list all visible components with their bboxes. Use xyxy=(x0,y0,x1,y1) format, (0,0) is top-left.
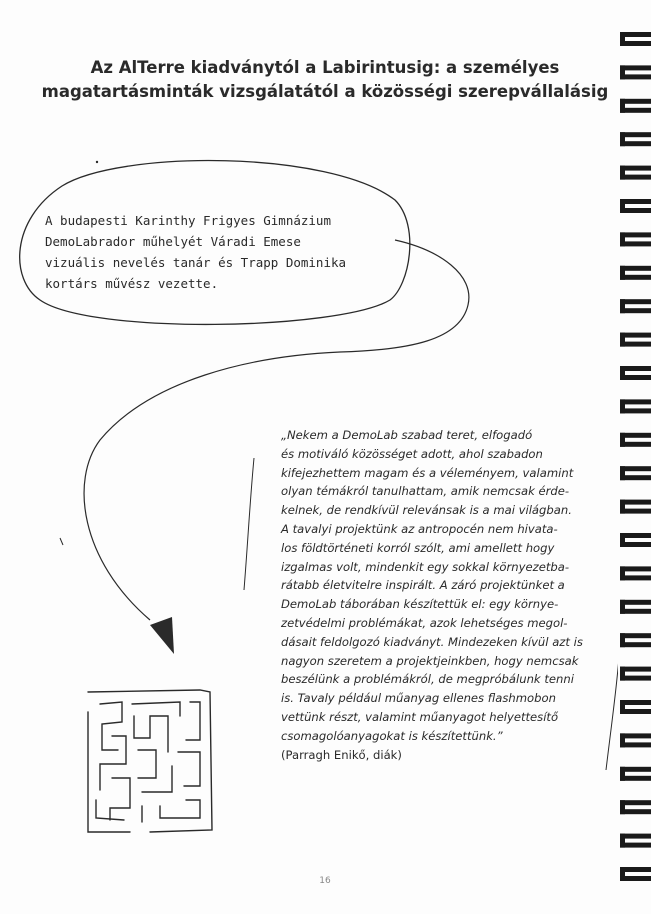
quote-line: „Nekem a DemoLab szabad teret, elfogadó xyxy=(281,428,533,442)
ink-dot xyxy=(96,161,98,163)
binding-ring xyxy=(620,633,651,647)
quote-line: és motiváló közösséget adott, ahol szabadon xyxy=(281,446,543,461)
quote-line: beszélünk a problémákról, de megpróbálunk tenni xyxy=(281,672,574,687)
quote-line: DemoLab táborában készítettük el: egy környe- xyxy=(281,597,559,612)
page-number: 16 xyxy=(319,876,331,886)
arrow-head-icon xyxy=(150,617,174,654)
quote-line: csomagolóanyagokat is készítettünk.” xyxy=(281,728,503,743)
quote-line: zetvédelmi problémákat, azok lehetséges megol- xyxy=(281,615,568,630)
quote-line: is. Tavaly például műanyag ellenes flashmobon xyxy=(281,691,556,706)
quote-line: A tavalyi projektünk az antropocén nem hivata- xyxy=(281,521,558,536)
binding-ring xyxy=(620,99,651,113)
binding-ring xyxy=(620,733,651,747)
binding-ring xyxy=(620,399,651,413)
binding-ring xyxy=(620,800,651,814)
bubble-line: A budapesti Karinthy Frigyes Gimnázium xyxy=(45,213,331,228)
binding-ring xyxy=(620,232,651,246)
binding-ring xyxy=(620,667,651,681)
title-line-1: Az AlTerre kiadványtól a Labirintusig: a személyes xyxy=(90,58,560,77)
binding-ring xyxy=(620,466,651,480)
binding-ring xyxy=(620,533,651,547)
spiral-binding-icon xyxy=(618,0,651,914)
title-line-2: magatartásminták vizsgálatától a közösségi szerepvállalásig xyxy=(41,82,609,101)
binding-ring xyxy=(620,266,651,280)
binding-ring xyxy=(620,132,651,146)
quote-line: olyan témákról tanulhattam, amik nemcsak érde- xyxy=(281,484,570,499)
binding-ring xyxy=(620,333,651,347)
bubble-line: kortárs művész vezette. xyxy=(45,276,219,291)
quote-line: kifejezhettem magam és a véleményem, valamint xyxy=(281,465,574,480)
quote-line: nagyon szeretem a projektjeinkben, hogy nemcsak xyxy=(281,653,579,668)
binding-ring xyxy=(620,600,651,614)
quote-attribution: (Parragh Enikő, diák) xyxy=(281,747,402,762)
quote-left-line xyxy=(244,458,254,590)
binding-ring xyxy=(620,32,651,46)
bubble-line: DemoLabrador műhelyét Váradi Emese xyxy=(45,234,301,249)
quote-line: kelnek, de rendkívül relevánsak is a mai világban. xyxy=(281,503,572,518)
ink-mark xyxy=(60,538,63,545)
quote-line: rátabb életvitelre inspirált. A záró projektünket a xyxy=(281,578,565,593)
student-quote xyxy=(281,426,611,764)
quote-line: vettünk részt, valamint műanyagot helyettesítő xyxy=(281,709,559,724)
binding-ring xyxy=(620,834,651,848)
binding-ring xyxy=(620,65,651,79)
binding-ring xyxy=(620,366,651,380)
binding-ring xyxy=(620,166,651,180)
binding-ring xyxy=(620,199,651,213)
quote-line: dásait feldolgozó kiadványt. Mindezeken kívül azt is xyxy=(281,634,583,649)
quote-line: los földtörténeti korról szólt, ami amellett hogy xyxy=(281,540,555,555)
binding-ring xyxy=(620,299,651,313)
quote-line: izgalmas volt, mindenkit egy sokkal környezetba- xyxy=(281,559,570,574)
binding-ring xyxy=(620,500,651,514)
binding-ring xyxy=(620,433,651,447)
binding-ring xyxy=(620,566,651,580)
binding-ring xyxy=(620,700,651,714)
bubble-text xyxy=(45,210,385,294)
maze-icon xyxy=(88,690,212,832)
binding-ring xyxy=(620,867,651,881)
bubble-line: vizuális nevelés tanár és Trapp Dominika xyxy=(45,255,347,270)
binding-ring xyxy=(620,767,651,781)
